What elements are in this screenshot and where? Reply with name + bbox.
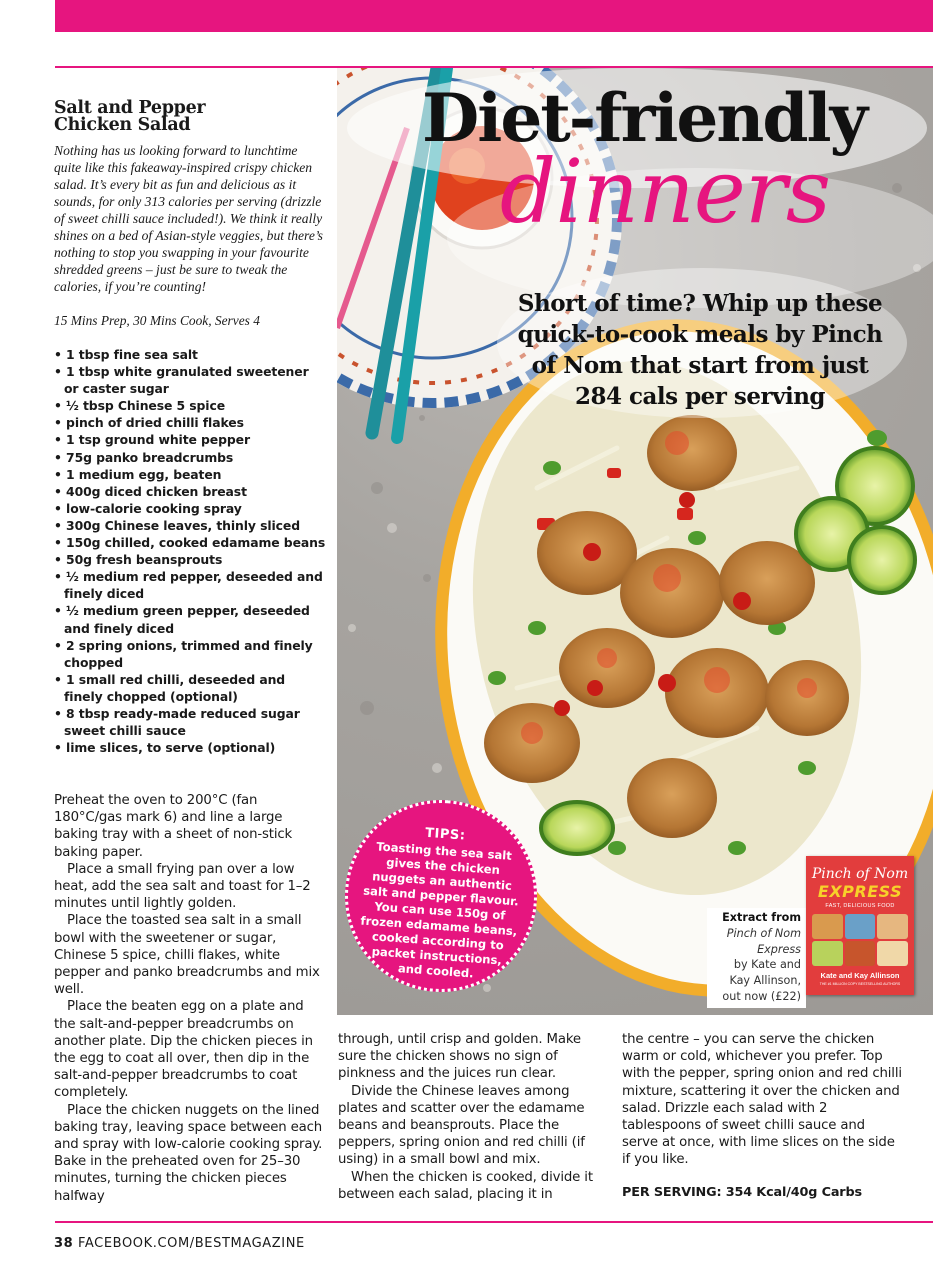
extract-book-title-2: Express <box>757 942 801 956</box>
ingredient-item: • 75g panko breadcrumbs <box>54 449 326 466</box>
ingredient-item: • 8 tbsp ready-made reduced sugar sweet chilli sauce <box>54 705 326 739</box>
ingredient-item: • 1 tsp ground white pepper <box>54 431 326 448</box>
ingredient-item: • 1 tbsp white granulated sweetener or caster sugar <box>54 363 326 397</box>
method-step: Divide the Chinese leaves among plates and scatter over the edamame beans and beansprouts. Place the peppers, spring onion and red chilli (if using) in a small bowl and mix. <box>338 1083 585 1168</box>
ingredient-item: • 400g diced chicken breast <box>54 483 326 500</box>
book-extract-credit <box>707 908 806 1008</box>
page-number: 38 <box>54 1236 74 1251</box>
ingredient-item: • pinch of dried chilli flakes <box>54 414 326 431</box>
method-step: Place the chicken nuggets on the lined baking tray, leaving space between each and spray with low-calorie cooking spray. Bake in the preheated oven for 25–30 minutes, turning the chicken pieces halfway <box>54 1102 323 1204</box>
method-column-3 <box>622 1031 902 1201</box>
page-footer <box>54 1236 305 1251</box>
book-cover-thumb <box>845 914 876 939</box>
extract-line3: by Kate and <box>733 958 801 972</box>
ingredient-item: • 1 tbsp fine sea salt <box>54 346 326 363</box>
recipe-intro: Nothing has us looking forward to lunchtime quite like this fakeaway-inspired crispy chicken salad. It’s every bit as fun and delicious as it sounds, for only 313 calories per serving (drizzle of sweet chilli sauce included!). We think it really shines on a bed of Asian-style veggies, but there’s nothing to stop you swapping in your favourite shredded greens – just be sure to tweak the calories, if you’re counting! <box>54 143 323 294</box>
method-step: through, until crisp and golden. Make sure the chicken shows no sign of pinkness and the juices run clear. <box>338 1032 581 1082</box>
ingredient-item: • lime slices, to serve (optional) <box>54 739 326 756</box>
ingredient-item: • ½ tbsp Chinese 5 spice <box>54 397 326 414</box>
headline <box>337 78 933 243</box>
book-cover-authors: Kate and Kay Allinson <box>820 971 900 980</box>
ingredient-item: • 50g fresh beansprouts <box>54 551 326 568</box>
book-cover-tagline: THE #1 MILLION COPY BESTSELLING AUTHORS <box>819 982 901 986</box>
extract-line1: Extract from <box>722 911 801 924</box>
extract-line5: out now (£22) <box>722 989 801 1003</box>
ingredient-item: • ½ medium green pepper, deseeded and finely diced <box>54 602 326 636</box>
book-cover-thumb <box>877 941 908 966</box>
ingredient-item: • 1 small red chilli, deseeded and finely chopped (optional) <box>54 671 326 705</box>
subheadline: Short of time? Whip up these quick-to-cook meals by Pinch of Nom that start from just 284 cals per serving <box>517 290 883 410</box>
extract-line4: Kay Allinson, <box>729 974 801 988</box>
method-step: Place the toasted sea salt in a small bowl with the sweetener or sugar, Chinese 5 spice, chilli flakes, white pepper and panko breadcrumbs and mix well. <box>54 913 320 998</box>
headline-line1: Diet-friendly <box>422 79 866 157</box>
ingredient-item: • 300g Chinese leaves, thinly sliced <box>54 517 326 534</box>
headline-line2: dinners <box>499 140 831 243</box>
recipe-column <box>54 100 326 756</box>
tips-heading: TIPS: <box>424 825 466 844</box>
method-step: the centre – you can serve the chicken warm or cold, whichever you prefer. Top with the pepper, spring onion and red chilli mixture, scattering it over the chicken and salad. Drizzle each salad with 2 tablespoons of sweet chilli sauce and serve at once, with lime slices on the side if you like. <box>622 1032 902 1168</box>
ingredient-item: • ½ medium red pepper, deseeded and finely diced <box>54 568 326 602</box>
tips-body: Toasting the sea salt gives the chicken nuggets an authentic salt and pepper flavour. You can use 150g of frozen edamame beans, cooked according to packet instructions, and cooled. <box>360 839 520 981</box>
recipe-title-line1: Salt and Pepper <box>54 98 206 118</box>
method-step: Preheat the oven to 200°C (fan 180°C/gas mark 6) and line a large baking tray with a sheet of non-stick baking paper. <box>54 793 293 860</box>
method-step: Place a small frying pan over a low heat, add the sea salt and toast for 1–2 minutes until lightly golden. <box>54 861 311 912</box>
book-cover-thumb <box>845 941 876 966</box>
ingredient-item: • 150g chilled, cooked edamame beans <box>54 534 326 551</box>
book-cover <box>806 856 914 995</box>
book-cover-thumb <box>812 914 843 939</box>
method-column-2 <box>338 1031 610 1203</box>
recipe-meta: 15 Mins Prep, 30 Mins Cook, Serves 4 <box>54 313 260 328</box>
ingredient-item: • 2 spring onions, trimmed and finely chopped <box>54 637 326 671</box>
book-cover-title: Pinch of Nom <box>811 866 909 882</box>
recipe-title <box>54 100 326 134</box>
ingredients-list <box>54 346 326 756</box>
recipe-title-line2: Chicken Salad <box>54 115 191 135</box>
book-cover-thumb <box>877 914 908 939</box>
per-serving-info: PER SERVING: 354 Kcal/40g Carbs <box>622 1184 862 1200</box>
bottom-rule <box>55 1221 933 1223</box>
ingredient-item: • 1 medium egg, beaten <box>54 466 326 483</box>
top-accent-bar <box>55 0 933 32</box>
method-step: Place the beaten egg on a plate and the salt-and-pepper breadcrumbs on another plate. Dip the chicken pieces in the egg to coat all over, then dip in the salt-and-pepper breadcrumbs to coat completely. <box>54 999 313 1101</box>
book-cover-express: EXPRESS <box>817 882 903 901</box>
ingredient-item: • low-calorie cooking spray <box>54 500 326 517</box>
book-cover-subtitle: FAST, DELICIOUS FOOD <box>825 903 895 909</box>
book-cover-thumb <box>812 941 843 966</box>
method-column-1 <box>54 792 326 1205</box>
book-cover-images <box>812 914 908 966</box>
footer-url: FACEBOOK.COM/BESTMAGAZINE <box>78 1236 305 1251</box>
method-step: When the chicken is cooked, divide it between each salad, placing it in <box>338 1169 593 1202</box>
extract-book-title-1: Pinch of Nom <box>726 926 801 940</box>
